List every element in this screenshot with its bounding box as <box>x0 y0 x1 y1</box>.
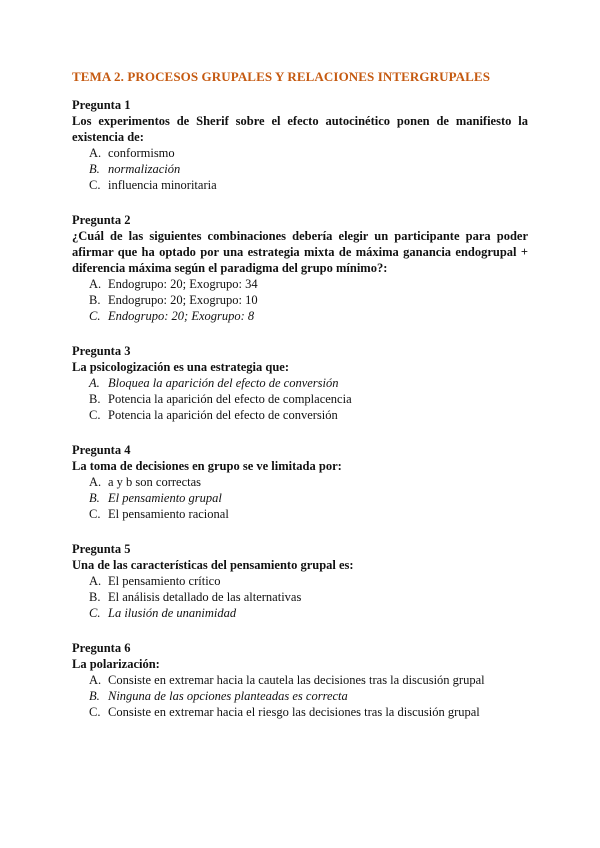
option-letter: B. <box>89 491 100 505</box>
option-text: normalización <box>108 162 181 176</box>
option-a-correct <box>72 375 528 391</box>
options-list <box>72 375 528 423</box>
option-b <box>72 589 528 605</box>
question-label: Pregunta 6 <box>72 641 131 655</box>
option-letter: C. <box>89 507 101 521</box>
option-text: Bloquea la aparición del efecto de conversión <box>108 376 339 390</box>
option-text: El pensamiento crítico <box>108 574 221 588</box>
option-b-correct <box>72 161 528 177</box>
option-a <box>72 573 528 589</box>
option-b-correct <box>72 688 528 704</box>
question-label: Pregunta 3 <box>72 344 131 358</box>
option-letter: A. <box>89 146 102 160</box>
question-text: ¿Cuál de las siguientes combinaciones debería elegir un participante para poder afirmar que ha optado por una estrategia mixta de máxima ganancia endogrupal + diferencia máxima según el paradigma del grupo mínimo?: <box>72 229 528 275</box>
option-text: La ilusión de unanimidad <box>108 606 237 620</box>
question-text: La toma de decisiones en grupo se ve limitada por: <box>72 459 342 473</box>
question-3 <box>72 343 528 423</box>
option-letter: C. <box>89 606 101 620</box>
question-label: Pregunta 5 <box>72 542 131 556</box>
question-label: Pregunta 4 <box>72 443 131 457</box>
question-text: La psicologización es una estrategia que: <box>72 360 290 374</box>
options-list <box>72 573 528 621</box>
option-letter: A. <box>89 376 100 390</box>
question-6 <box>72 640 528 720</box>
option-text: Ninguna de las opciones planteadas es correcta <box>108 689 348 703</box>
option-text: Potencia la aparición del efecto de complacencia <box>108 392 352 406</box>
option-letter: B. <box>89 689 100 703</box>
option-letter: A. <box>89 673 102 687</box>
option-letter: A. <box>89 277 102 291</box>
question-4 <box>72 442 528 522</box>
option-letter: C. <box>89 408 101 422</box>
option-c-correct <box>72 308 528 324</box>
option-text: Potencia la aparición del efecto de conversión <box>108 408 338 422</box>
question-2 <box>72 212 528 324</box>
option-text: Endogrupo: 20; Exogrupo: 8 <box>108 309 255 323</box>
option-text: a y b son correctas <box>108 475 202 489</box>
question-5 <box>72 541 528 621</box>
option-text: El análisis detallado de las alternativas <box>108 590 302 604</box>
option-text: conformismo <box>108 146 175 160</box>
options-list <box>72 672 528 720</box>
option-text: Endogrupo: 20; Exogrupo: 10 <box>108 293 258 307</box>
question-1 <box>72 97 528 193</box>
option-a <box>72 474 528 490</box>
option-b <box>72 391 528 407</box>
question-text: La polarización: <box>72 657 160 671</box>
option-c <box>72 506 528 522</box>
option-text: Consiste en extremar hacia la cautela las decisiones tras la discusión grupal <box>108 673 485 687</box>
option-text: El pensamiento grupal <box>108 491 222 505</box>
options-list <box>72 276 528 324</box>
document-title: TEMA 2. PROCESOS GRUPALES Y RELACIONES INTERGRUPALES <box>72 69 491 84</box>
option-letter: B. <box>89 392 101 406</box>
option-letter: B. <box>89 293 101 307</box>
option-letter: C. <box>89 309 101 323</box>
option-c <box>72 177 528 193</box>
question-text: Los experimentos de Sherif sobre el efecto autocinético ponen de manifiesto la existencia de: <box>72 114 528 144</box>
option-letter: C. <box>89 178 101 192</box>
option-text: El pensamiento racional <box>108 507 229 521</box>
option-letter: B. <box>89 590 101 604</box>
option-letter: C. <box>89 705 101 719</box>
option-c <box>72 407 528 423</box>
option-text: Consiste en extremar hacia el riesgo las decisiones tras la discusión grupal <box>108 705 480 719</box>
option-c <box>72 704 528 720</box>
option-text: Endogrupo: 20; Exogrupo: 34 <box>108 277 258 291</box>
options-list <box>72 145 528 193</box>
option-b-correct <box>72 490 528 506</box>
options-list <box>72 474 528 522</box>
question-text: Una de las características del pensamiento grupal es: <box>72 558 354 572</box>
question-label: Pregunta 2 <box>72 213 131 227</box>
option-a <box>72 672 528 688</box>
option-a <box>72 145 528 161</box>
option-c-correct <box>72 605 528 621</box>
option-letter: B. <box>89 162 100 176</box>
option-letter: A. <box>89 574 102 588</box>
option-b <box>72 292 528 308</box>
option-letter: A. <box>89 475 102 489</box>
option-a <box>72 276 528 292</box>
question-label: Pregunta 1 <box>72 98 131 112</box>
option-text: influencia minoritaria <box>108 178 217 192</box>
